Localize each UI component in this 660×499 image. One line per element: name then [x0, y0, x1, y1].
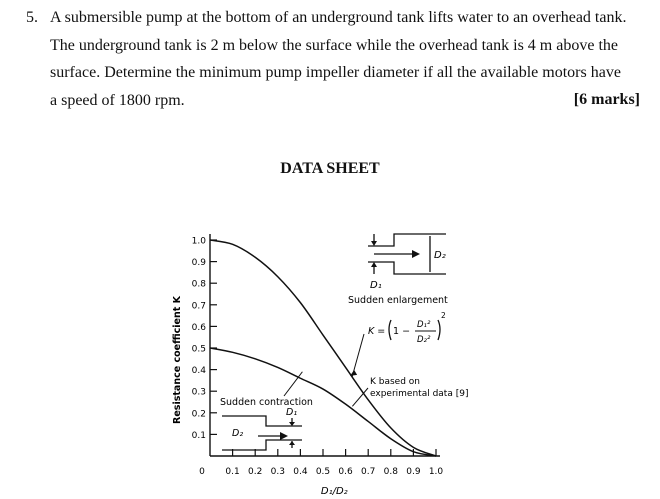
formula-exponent: 2: [441, 311, 446, 320]
y-tick-label: 0.6: [191, 322, 206, 333]
formula-pointer-head: [350, 370, 357, 376]
y-tick-label: 0.8: [191, 279, 206, 290]
formula-k: K =: [368, 326, 386, 337]
formula-numerator: D₁²: [417, 320, 431, 330]
d1-label: D₁: [370, 280, 382, 291]
x-tick-label: 0.2: [248, 467, 263, 477]
sudden-contraction-label: Sudden contraction: [220, 397, 313, 408]
d1-dim-arrow-bottom: [371, 262, 377, 267]
x-tick-label: 0.1: [225, 467, 240, 477]
formula-one-minus: 1 −: [393, 326, 411, 337]
y-tick-label: 0.7: [191, 301, 206, 312]
y-tick-label: 0.4: [191, 366, 206, 377]
y-tick-label: 0.3: [191, 387, 206, 398]
contraction-d1-arrow-bottom: [289, 441, 295, 445]
y-tick-label: 0.2: [191, 409, 206, 420]
experimental-note-line2: experimental data [9]: [370, 389, 469, 399]
x-tick-label: 0.7: [361, 467, 376, 477]
x-tick-label: 0.3: [270, 467, 285, 477]
question-line: A submersible pump at the bottom of an underground tank lifts water to an overhead tank.: [50, 9, 627, 26]
y-tick-label: 1.0: [191, 236, 206, 247]
y-tick-label: 0.1: [191, 430, 206, 441]
data-sheet-title: DATA SHEET: [280, 160, 380, 177]
contraction-d2-label: D₂: [232, 428, 244, 439]
formula-denominator: D₂²: [417, 335, 431, 345]
x-tick-label: 0: [199, 467, 205, 477]
formula-bracket-left: [389, 320, 391, 340]
x-tick-label: 0.9: [406, 467, 421, 477]
question-line: a speed of 1800 rpm.: [50, 91, 185, 109]
x-axis-title: D₁/D₂: [320, 486, 348, 497]
x-tick-label: 0.8: [383, 467, 398, 477]
question-number: 5.: [26, 9, 38, 26]
d1-dim-arrow-top: [371, 241, 377, 246]
contraction-d1-label: D₁: [286, 407, 298, 418]
formula-bracket-right: [438, 320, 440, 340]
question-line: The underground tank is 2 m below the surface while the overhead tank is 4 m above the: [50, 36, 618, 54]
question-line: surface. Determine the minimum pump impeller diameter if all the available motors have: [50, 64, 621, 81]
enlargement-pipe-bottom: [368, 262, 446, 274]
chart-axes: [210, 234, 440, 456]
experimental-note-line1: K based on: [370, 377, 421, 387]
y-tick-label: 0.9: [191, 258, 206, 269]
chart-series: [210, 240, 436, 456]
y-axis-title: Resistance coefficient K: [172, 296, 183, 424]
x-tick-label: 0.6: [338, 467, 353, 477]
sudden-enlargement-label: Sudden enlargement: [348, 295, 448, 306]
enlargement-pipe-top: [368, 234, 446, 246]
x-tick-label: 1.0: [428, 467, 444, 477]
sudden-enlargement-curve: [210, 240, 436, 456]
x-tick-label: 0.5: [315, 467, 331, 477]
question-marks: [6 marks]: [573, 91, 640, 108]
contraction-flow-head: [280, 432, 288, 440]
flow-arrow-head: [412, 250, 420, 258]
x-tick-label: 0.4: [293, 467, 308, 477]
d2-label: D₂: [434, 250, 446, 261]
chart-insets: [222, 234, 446, 450]
y-tick-label: 0.5: [191, 344, 206, 355]
